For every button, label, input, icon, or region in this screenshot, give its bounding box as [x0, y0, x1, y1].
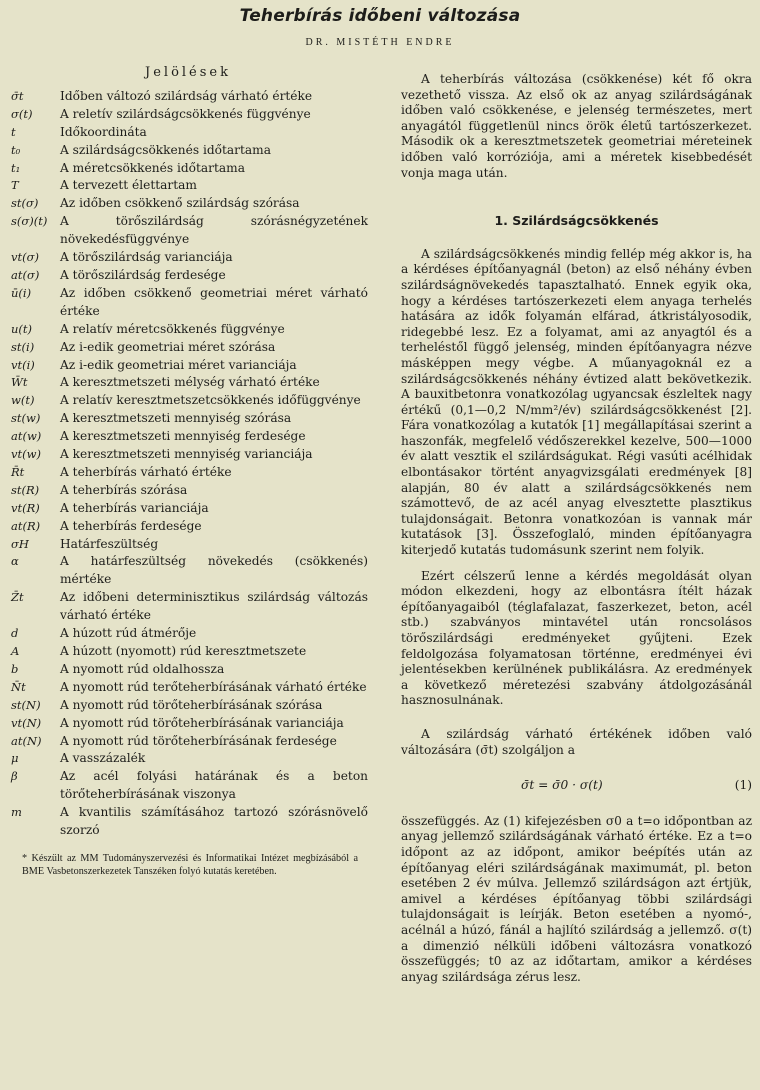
- notation-symbol: at(σ): [11, 267, 40, 282]
- notation-row: [8, 249, 368, 267]
- notation-row: [8, 195, 368, 213]
- notation-row: [8, 697, 368, 715]
- notation-symbol: σ̄t: [11, 88, 24, 103]
- notation-heading: Jelölések: [145, 65, 231, 80]
- notation-symbol: ū(i): [11, 285, 32, 300]
- paragraph-3: A szilárdság várható értékének időben való változására (σ̄t) szolgáljon a: [401, 726, 752, 757]
- paragraph-4: összefüggés. Az (1) kifejezésben σ0 a t=o időpontban az anyag jellemző szilárdságának várható értéke. Ez a t=o időpont az az időpont, amikor beépítés után az építőanyag eléri szilárdságának maximumát, pl. beton esetében 2 év múlva. Jellemző szilárdságon azt értjük, amivel a kérdéses építőanyag többi szilárdsági tulajdonságait is leírják. Beton esetében a nyomó-, acélnál a húzó, fánál a hajlító szilárdság a jellemző. σ(t) a dimenzió nélküli időbeni változásra vonatkozó összefüggés; t0 az az időtartam, amikor a kérdéses anyag szilárdsága zérus lesz.: [401, 813, 752, 984]
- notation-description: Az időben csökkenő geometriai méret várható értéke: [60, 285, 368, 318]
- notation-list: [8, 88, 368, 840]
- notation-description: A törőszilárdság szórásnégyzetének növekedésfüggvénye: [60, 214, 368, 247]
- author-name: DR. MISTÉTH ENDRE: [305, 37, 455, 48]
- notation-column: [8, 64, 368, 878]
- notation-description: A keresztmetszeti mennyiség szórása: [60, 411, 292, 426]
- notation-row: [8, 804, 368, 840]
- notation-symbol: vt(i): [11, 357, 35, 372]
- notation-row: [8, 374, 368, 392]
- notation-description: A teherbírás ferdesége: [60, 518, 202, 533]
- notation-symbol: st(i): [11, 339, 35, 354]
- notation-row: [8, 733, 368, 751]
- notation-row: [8, 446, 368, 464]
- body-column: [401, 72, 752, 985]
- notation-symbol: T: [11, 178, 19, 193]
- notation-symbol: s(σ)(t): [11, 214, 48, 229]
- notation-row: [8, 715, 368, 733]
- notation-row: [8, 339, 368, 357]
- notation-row: [8, 124, 368, 142]
- equation-number: (1): [734, 778, 752, 793]
- notation-description: A nyomott rúd törőteherbírásának ferdesége: [60, 733, 337, 748]
- notation-description: Időben változó szilárdság várható értéke: [60, 88, 313, 103]
- notation-symbol: R̄t: [11, 464, 25, 479]
- notation-row: [8, 160, 368, 178]
- notation-row: [8, 625, 368, 643]
- notation-row: [8, 643, 368, 661]
- notation-row: [8, 482, 368, 500]
- article-title: Teherbírás időbeni változása: [239, 6, 521, 26]
- notation-description: A tervezett élettartam: [60, 178, 197, 193]
- notation-symbol: st(w): [11, 411, 41, 426]
- notation-row: [8, 285, 368, 321]
- notation-row: [8, 177, 368, 195]
- footnote: * Készült az MM Tudományszervezési és Informatikai Intézet megbízásából a BME Vasbetonszerkezetek Tanszéken folyó kutatás keretében.: [22, 852, 358, 877]
- notation-description: Az időbeni determinisztikus szilárdság változás várható értéke: [60, 590, 368, 623]
- notation-row: [8, 88, 368, 106]
- notation-row: [8, 392, 368, 410]
- notation-description: A kvantilis számításához tartozó szórásnövelő szorzó: [60, 805, 368, 838]
- notation-description: A szilárdságcsökkenés időtartama: [60, 142, 271, 157]
- notation-row: [8, 518, 368, 536]
- equation-1: [401, 778, 752, 794]
- notation-row: [8, 428, 368, 446]
- notation-symbol: st(R): [11, 482, 40, 497]
- notation-symbol: at(N): [11, 733, 42, 748]
- notation-symbol: vt(w): [11, 447, 41, 462]
- notation-symbol: β: [11, 769, 18, 784]
- notation-description: A törőszilárdság varianciája: [60, 250, 233, 265]
- notation-description: Az acél folyási határának és a beton törőteherbírásának viszonya: [60, 769, 368, 802]
- paragraph-1: A szilárdságcsökkenés mindig fellép még akkor is, ha a kérdéses építőanyagnál (beton) az első néhány évben szilárdságnövekedés tapasztalható. Ennek egyik oka, hogy a kérdéses tartószerkezeti elem anyaga terhelés hatására az idők folyamán elfárad, átkristályosodik, ridegebbé lesz. Ez a folyamat, ami az anyagtól és a terheléstől függő jelenség, minden építőanyagra nézve másképpen megy végbe. A műanyagoknál ez a szilárdságcsökkenés néhány évtized alatt bekövetkezik. A bauxitbetonra vonatkozólag ugyancsak észleltek nagy értékű (0,1—0,2 N/mm²/év) szilárdságcsökkenést [2]. Fára vonatkozólag a kutatók [1] megállapításai szerint a haszonfák, megfelelő védőszerekkel kezelve, 500—1000 év alatt vesztik el szilárdságukat. Régi vasúti acélhidak elbontásakor történt anyagvizsgálati eredmények [8] alapján, 80 év alatt a szilárdságcsökkenés nem számottevő, de az acél anyag elvesztette plasztikus tulajdonságait. Betonra vonatkozóan is vannak már kutatások [3]. Összefoglaló, minden építőanyagra kiterjedő kutatás tudomásunk szerint nem folyik.: [401, 246, 752, 558]
- notation-description: A nyomott rúd oldalhossza: [60, 661, 225, 676]
- notation-description: A relatív méretcsökkenés függvénye: [60, 321, 285, 336]
- notation-description: A teherbírás varianciája: [60, 500, 209, 515]
- notation-description: A méretcsökkenés időtartama: [60, 160, 245, 175]
- intro-paragraph: A teherbírás változása (csökkenése) két fő okra vezethető vissza. Az első ok az anyag szilárdságának időben való csökkenése, e jelenség természetes, mert anyagától függetlenül nincs örök életű tartószerkezet. Második ok a keresztmetszetek geometriai méreteinek időben való korróziója, ami a méretek kisebbedését vonja maga után.: [401, 72, 752, 180]
- notation-symbol: μ: [11, 751, 19, 766]
- notation-description: A keresztmetszeti mennyiség varianciája: [60, 447, 313, 462]
- notation-symbol: σH: [11, 536, 29, 551]
- notation-symbol: σ(t): [11, 106, 33, 121]
- notation-symbol: at(R): [11, 518, 41, 533]
- notation-description: Időkoordináta: [60, 124, 147, 139]
- notation-row: [8, 267, 368, 285]
- notation-row: [8, 410, 368, 428]
- notation-row: [8, 750, 368, 768]
- notation-description: A húzott (nyomott) rúd keresztmetszete: [60, 644, 307, 658]
- notation-description: A törőszilárdság ferdesége: [60, 267, 226, 282]
- notation-symbol: A: [11, 644, 20, 658]
- notation-row: [8, 500, 368, 518]
- notation-symbol: α: [11, 554, 19, 569]
- notation-row: [8, 321, 368, 339]
- notation-description: A keresztmetszeti mennyiség ferdesége: [60, 429, 306, 444]
- notation-symbol: w(t): [11, 393, 35, 408]
- notation-row: [8, 679, 368, 697]
- notation-symbol: at(w): [11, 429, 42, 444]
- notation-symbol: vt(σ): [11, 250, 39, 265]
- notation-row: [8, 464, 368, 482]
- notation-description: Az időben csökkenő szilárdság szórása: [60, 196, 300, 211]
- notation-row: [8, 589, 368, 625]
- notation-description: A keresztmetszeti mélység várható értéke: [60, 375, 320, 390]
- notation-description: A teherbírás várható értéke: [60, 464, 232, 479]
- notation-row: [8, 661, 368, 679]
- notation-symbol: W̄t: [11, 375, 28, 390]
- notation-symbol: t₁: [11, 160, 21, 175]
- notation-row: [8, 106, 368, 124]
- notation-symbol: t₀: [11, 142, 21, 157]
- notation-symbol: Z̄t: [11, 590, 24, 605]
- notation-description: Az i-edik geometriai méret szórása: [60, 339, 276, 354]
- notation-description: A relatív keresztmetszetcsökkenés időfüggvénye: [60, 393, 361, 408]
- notation-symbol: d: [11, 626, 19, 641]
- notation-symbol: m: [11, 805, 22, 820]
- notation-symbol: t: [11, 124, 16, 139]
- notation-symbol: st(σ): [11, 196, 39, 211]
- notation-symbol: u(t): [11, 321, 33, 336]
- notation-symbol: vt(R): [11, 500, 40, 515]
- paragraph-2: Ezért célszerű lenne a kérdés megoldását olyan módon elkezdeni, hogy az elbontásra ítélt házak építőanyagaiból (téglafalazat, faszerkezet, beton, acél stb.) szabványos mintavétel után roncsolásos törőszilárdsági eredményeket gyűjteni. Ezek feldolgozása folyamatosan történne, eredményei évi jelentésekben kerülnének publikálásra. Az eredmények a következő méretezési szabvány átdolgozásánál hasznosulnának.: [401, 568, 752, 708]
- notation-description: Az i-edik geometriai méret varianciája: [60, 357, 297, 372]
- notation-description: A nyomott rúd terőteherbírásának várható értéke: [60, 679, 367, 694]
- notation-symbol: vt(N): [11, 715, 42, 730]
- notation-description: A reletív szilárdságcsökkenés függvénye: [60, 106, 311, 121]
- notation-symbol: N̄t: [11, 679, 26, 694]
- notation-symbol: b: [11, 661, 19, 676]
- notation-row: [8, 768, 368, 804]
- section-heading: 1. Szilárdságcsökkenés: [494, 213, 659, 229]
- notation-description: A vasszázalék: [60, 751, 146, 766]
- notation-symbol: st(N): [11, 697, 41, 712]
- notation-row: [8, 357, 368, 375]
- notation-description: A teherbírás szórása: [60, 482, 188, 497]
- notation-row: [8, 142, 368, 160]
- notation-row: [8, 536, 368, 554]
- equation-formula: σ̄t = σ̄0 · σ(t): [521, 778, 603, 793]
- notation-description: Határfeszültség: [60, 536, 159, 551]
- notation-description: A határfeszültség növekedés (csökkenés) mértéke: [60, 554, 368, 587]
- notation-description: A nyomott rúd törőteherbírásának szórása: [60, 697, 323, 712]
- notation-row: [8, 553, 368, 589]
- notation-description: A húzott rúd átmérője: [60, 626, 197, 641]
- notation-description: A nyomott rúd törőteherbírásának varianciája: [60, 715, 344, 730]
- notation-row: [8, 213, 368, 249]
